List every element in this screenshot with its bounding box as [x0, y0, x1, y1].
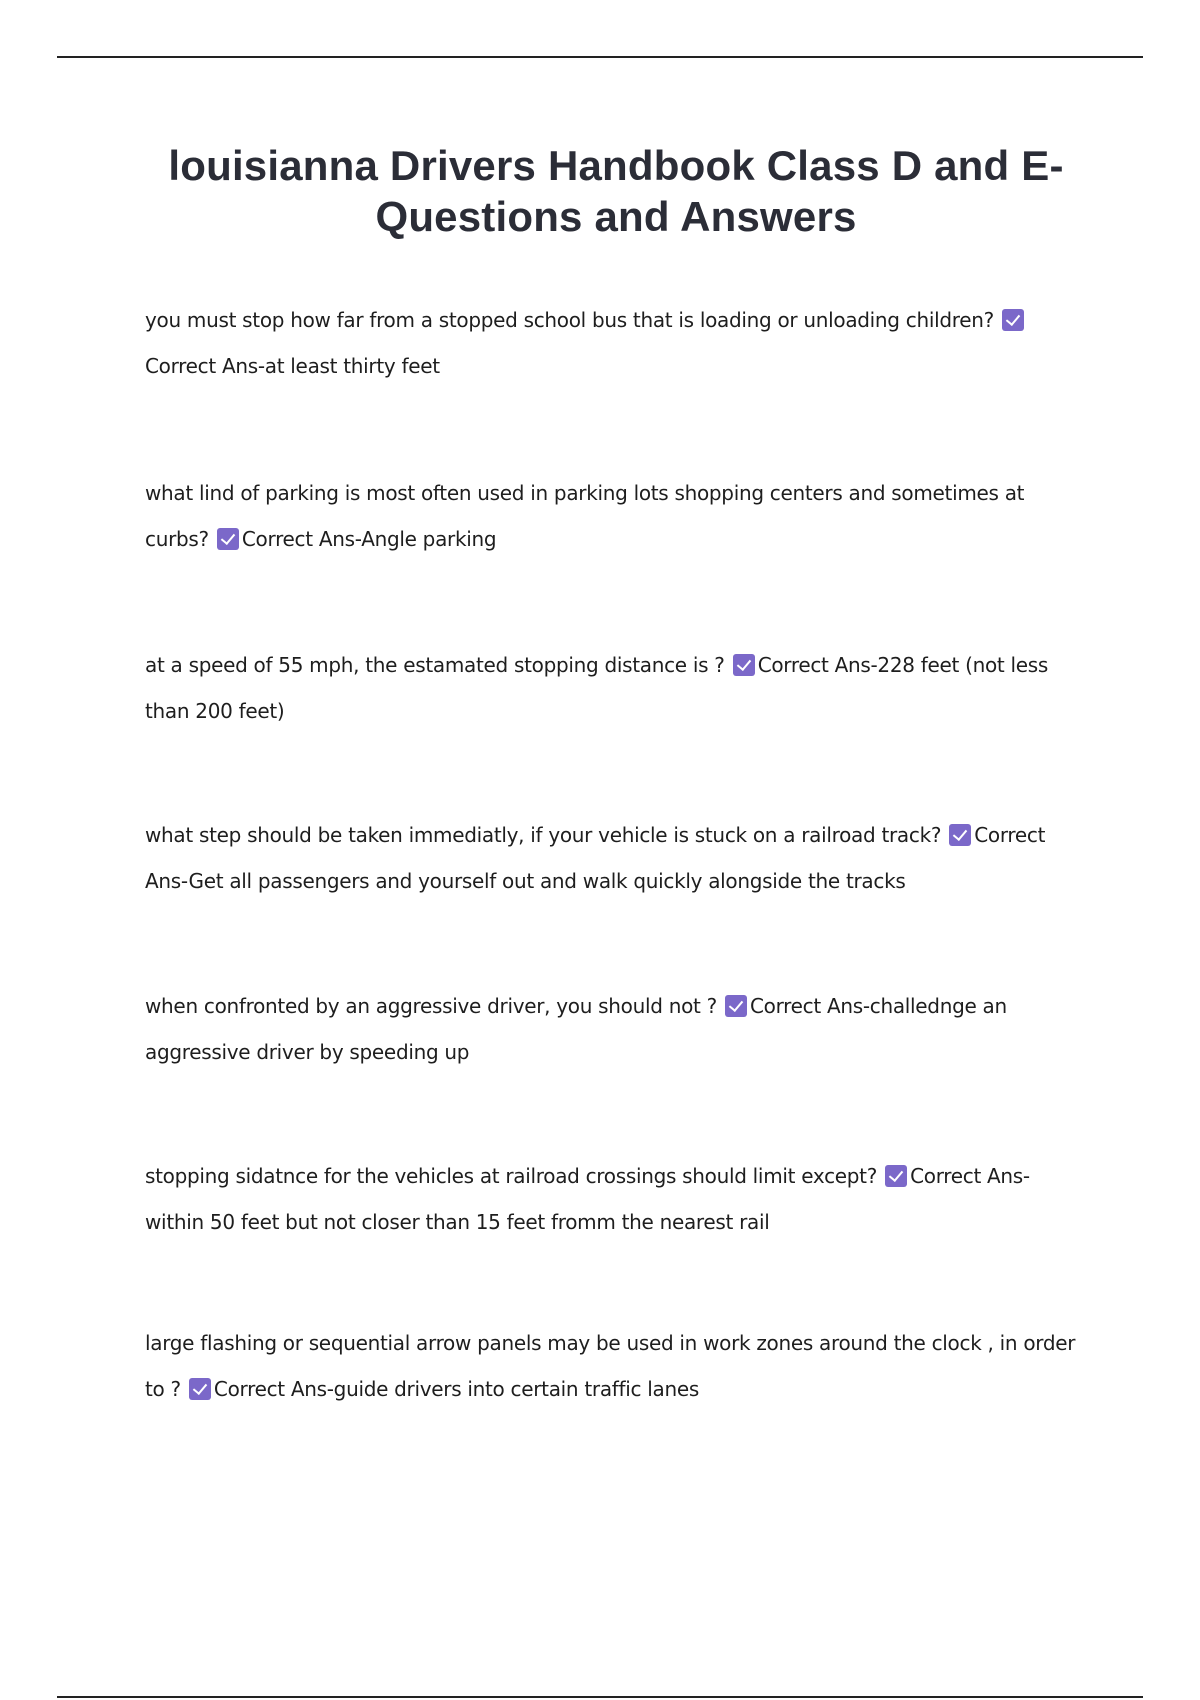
check-box-icon — [1002, 309, 1024, 331]
qa-item-6 — [145, 1153, 1080, 1245]
question-text: what lind of parking is most often used in parking lots shopping centers and sometimes at curbs? — [145, 481, 1025, 551]
qa-item-7 — [145, 1320, 1080, 1412]
header-rule — [57, 56, 1143, 58]
question-text: large flashing or sequential arrow panels may be used in work zones around the clock , in order to ? — [145, 1331, 1076, 1401]
answer-text: Correct Ans-228 feet (not less than 200 feet) — [145, 653, 1049, 723]
answer-text: Correct Ans-within 50 feet but not closer than 15 feet fromm the nearest rail — [145, 1164, 1030, 1234]
check-box-icon — [725, 995, 747, 1017]
question-text: you must stop how far from a stopped school bus that is loading or unloading children? — [145, 308, 994, 332]
page-title: louisianna Drivers Handbook Class D and E- Questions and Answers — [168, 142, 1064, 240]
question-text: stopping sidatnce for the vehicles at railroad crossings should limit except? — [145, 1164, 878, 1188]
answer-text: Correct Ans-Angle parking — [241, 527, 497, 551]
check-box-icon — [949, 824, 971, 846]
check-box-icon — [885, 1165, 907, 1187]
qa-item-1 — [145, 297, 1080, 389]
question-text: at a speed of 55 mph, the estamated stopping distance is ? — [145, 653, 725, 677]
check-box-icon — [217, 528, 239, 550]
check-box-icon — [733, 654, 755, 676]
qa-item-2 — [145, 470, 1080, 562]
qa-item-5 — [145, 983, 1080, 1075]
answer-text: Correct Ans-Get all passengers and yourself out and walk quickly alongside the tracks — [145, 823, 1046, 893]
answer-text: Correct Ans-challednge an aggressive driver by speeding up — [145, 994, 1007, 1064]
question-text: when confronted by an aggressive driver, you should not ? — [145, 994, 717, 1018]
footer-rule — [57, 1696, 1143, 1698]
qa-item-4 — [145, 812, 1080, 904]
qa-item-3 — [145, 642, 1080, 734]
answer-text: Correct Ans-at least thirty feet — [145, 354, 440, 378]
question-text: what step should be taken immediatly, if your vehicle is stuck on a railroad track? — [145, 823, 942, 847]
check-box-icon — [189, 1378, 211, 1400]
answer-text: Correct Ans-guide drivers into certain traffic lanes — [213, 1377, 699, 1401]
